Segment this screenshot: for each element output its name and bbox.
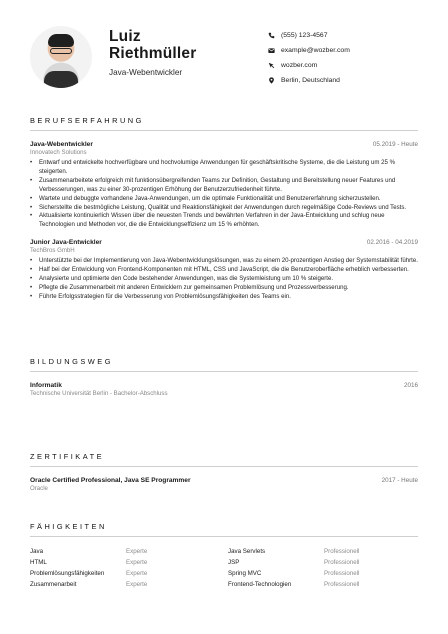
contact-website[interactable] (268, 58, 420, 73)
certificates-section (30, 452, 418, 492)
education-entry (30, 382, 418, 397)
job-dates: 02.2016 - 04.2019 (366, 239, 418, 247)
degree-name: Informatik (30, 382, 62, 389)
skills-section (30, 522, 418, 588)
candidate-title: Java-Webentwickler (109, 68, 183, 77)
skill-name: Spring MVC (228, 570, 262, 577)
job-role: Java-Webentwickler (30, 141, 93, 148)
candidate-name (109, 28, 259, 62)
job-dates: 05.2019 - Heute (372, 141, 418, 148)
skill-name: Problemlösungsfähigkeiten (30, 570, 105, 577)
location-text: Berlin, Deutschland (281, 77, 340, 84)
location-pin-icon (268, 77, 275, 84)
profile-photo-hair (48, 34, 74, 47)
skill-name: JSP (228, 559, 240, 566)
name-block (109, 28, 259, 77)
job-bullet: • Sicherstellte die bestmögliche Leistung, Qualität und Reaktionsfähigkeit der Anwendungen durch regelmäßige Code-Reviews und Tests. (30, 204, 418, 213)
contact-email[interactable] (268, 43, 420, 58)
job-bullet: • Entwarf und entwickelte hochverfügbare und hochvolumige Anwendungen für geschäftskritische Systeme, die die Leistung um 25 % steigerten. (30, 159, 418, 177)
job-bullet: • Aktualisierte kontinuierlich Wissen über die neuesten Trends und bewährten Verfahren in der Java-Entwicklung und schlug neue Technologien und Methoden vor, die die Entwicklungseffizienz um 15 % erhöhten. (30, 212, 418, 230)
candidate-last-name: Riethmüller (109, 45, 197, 62)
skill-level: Experte (126, 559, 148, 566)
skill-level: Professionell (324, 559, 360, 566)
job-company: Innovatech Solutions (30, 149, 87, 156)
experience-entry (30, 141, 418, 230)
website-url: wozber.com (281, 62, 318, 69)
education-institution: Technische Universität Berlin - Bachelor-Abschluss (30, 390, 168, 397)
skill-level: Experte (126, 548, 148, 555)
phone-number: (555) 123-4567 (281, 32, 328, 39)
skill-name: Frontend-Technologien (228, 581, 292, 588)
skill-name: Java Servlets (228, 548, 266, 555)
mail-icon (268, 47, 275, 54)
email-address: example@wozber.com (281, 47, 350, 54)
education-section (30, 357, 418, 397)
skills-heading: FÄHIGKEITEN (30, 522, 107, 531)
experience-entry (30, 239, 418, 302)
education-heading: BILDUNGSWEG (30, 357, 113, 366)
phone-icon (268, 32, 275, 39)
job-bullets (30, 159, 418, 230)
job-bullet: • Analysierte und optimierte den Code bestehender Anwendungen, was die Systemleistung um 10 % steigerte. (30, 275, 418, 284)
job-company: TechBros GmbH (30, 247, 75, 255)
job-bullet: • Unterstützte bei der Implementierung von Java-Webentwicklungslösungen, was zu einem 20-prozentigen Anstieg der Systemstabilität führte. (30, 257, 418, 266)
contact-list (268, 28, 420, 88)
certificate-entry (30, 477, 418, 492)
certificate-issuer: Oracle (30, 485, 48, 492)
experience-section (30, 116, 418, 302)
link-icon (268, 62, 275, 69)
contact-phone[interactable] (268, 28, 420, 43)
job-bullet: • Half bei der Entwicklung von Frontend-Komponenten mit HTML, CSS und JavaScript, die die Benutzeroberfläche erheblich verbesserten. (30, 266, 418, 275)
job-bullets (30, 257, 418, 302)
certificate-name: Oracle Certified Professional, Java SE Programmer (30, 477, 191, 484)
skill-level: Experte (126, 570, 148, 577)
skill-level: Experte (126, 581, 148, 588)
job-bullet: • Führte Erfolgsstrategien für die Verbesserung von Problemlösungsfähigkeiten des Teams ein. (30, 293, 418, 302)
certificate-dates: 2017 - Heute (381, 477, 418, 484)
skill-level: Professionell (324, 548, 360, 555)
skill-name: Zusammenarbeit (30, 581, 77, 588)
section-divider (30, 536, 418, 537)
skills-grid (30, 548, 418, 588)
skill-level: Professionell (324, 581, 360, 588)
job-bullet: • Zusammenarbeitete erfolgreich mit funktionsübergreifenden Teams zur Definition, Gestaltung und Bereitstellung neuer Features und Verbesserungen, was zu einer 30-prozentigen Erhöhung der Benutzerzufriedenheit führte. (30, 177, 418, 195)
profile-photo-glasses (50, 48, 72, 54)
skill-name: HTML (30, 559, 47, 566)
certificates-heading: ZERTIFIKATE (30, 452, 105, 461)
experience-heading: BERUFSERFAHRUNG (30, 116, 144, 125)
skill-level: Professionell (324, 570, 360, 577)
section-divider (30, 466, 418, 467)
job-bullet: • Pflegte die Zusammenarbeit mit anderen Entwicklern zur gemeinsamen Problemlösung und Prozessverbesserung. (30, 284, 418, 293)
education-year: 2016 (403, 382, 418, 389)
skill-name: Java (30, 548, 44, 555)
section-divider (30, 371, 418, 372)
profile-photo (30, 26, 92, 88)
candidate-first-name: Luiz (109, 28, 141, 45)
section-divider (30, 130, 418, 131)
profile-photo-shirt (44, 71, 78, 88)
contact-location (268, 73, 420, 88)
resume-header (30, 26, 420, 96)
job-bullet: • Wartete und debuggte vorhandene Java-Anwendungen, um die optimale Funktionalität und Benutzererfahrung sicherzustellen. (30, 195, 418, 204)
job-role: Junior Java-Entwickler (30, 239, 102, 247)
